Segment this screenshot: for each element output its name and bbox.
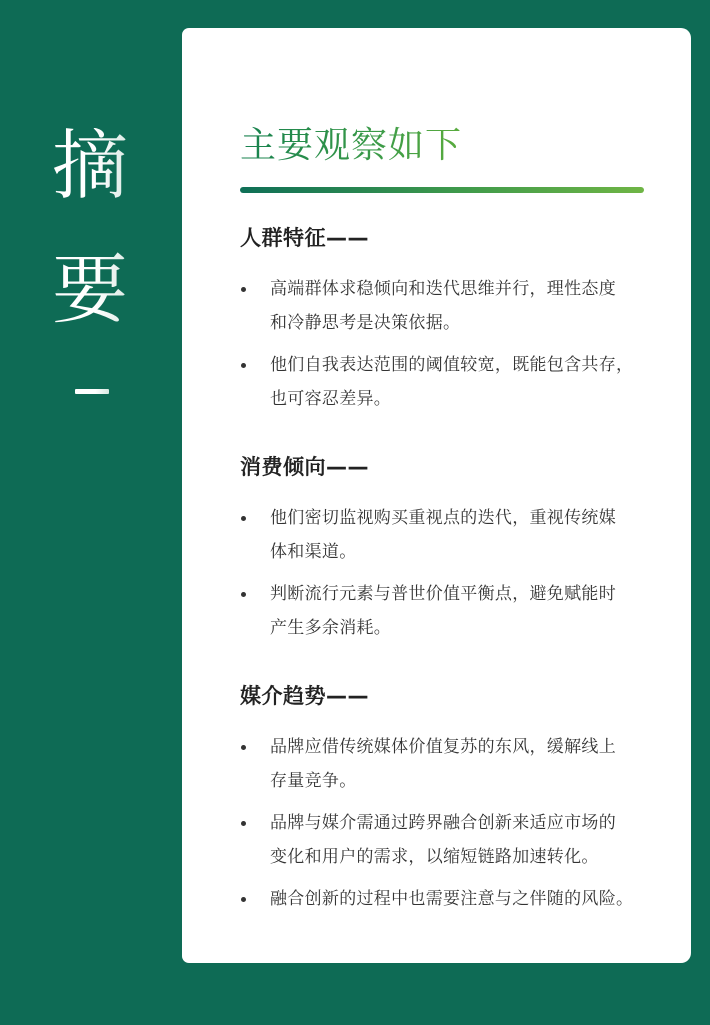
bullet-line: 他们密切监视购买重视点的迭代，重视传统媒 [270,508,616,528]
bullet-line: 高端群体求稳倾向和迭代思维并行，理性态度 [270,279,616,299]
bullet-item [240,577,660,645]
bullet-line: 存量竞争。 [270,771,357,791]
bullet-line: 他们自我表达范围的阈值较宽，既能包含共存， [270,355,634,375]
section-title: 消费倾向—— [240,455,369,479]
section-media [240,682,660,916]
bullet-item [240,348,660,416]
section-audience [240,224,660,416]
bullet-line: 融合创新的过程中也需要注意与之伴随的风险。 [270,889,634,909]
heading-underline [240,187,644,193]
sidebar-title [0,121,182,334]
bullet-line: 产生多余消耗。 [270,618,392,638]
bullet-line: 品牌与媒介需通过跨界融合创新来适应市场的 [270,813,616,833]
bullet-item [240,730,660,798]
bullet-line: 变化和用户的需求，以缩短链路加速转化。 [270,847,599,867]
bullet-line: 品牌应借传统媒体价值复苏的东风，缓解线上 [270,737,616,757]
bullet-item [240,806,660,874]
sidebar-title-char-1: 摘 [40,128,140,204]
bullet-item [240,501,660,569]
bullet-item [240,882,660,916]
sidebar-dash-decoration [75,389,109,394]
main-heading: 主要观察如下 [240,125,463,166]
bullet-line: 判断流行元素与普世价值平衡点，避免赋能时 [270,584,616,604]
bullet-item [240,272,660,340]
bullet-list [240,730,660,916]
section-consumption [240,453,660,645]
bullet-line: 体和渠道。 [270,542,357,562]
section-title: 媒介趋势—— [240,684,369,708]
bullet-line: 和冷静思考是决策依据。 [270,313,461,333]
bullet-line: 也可容忍差异。 [270,389,392,409]
section-title: 人群特征—— [240,226,369,250]
bullet-list [240,272,660,416]
sidebar-title-char-2: 要 [40,252,140,328]
content-card [182,28,691,963]
bullet-list [240,501,660,645]
